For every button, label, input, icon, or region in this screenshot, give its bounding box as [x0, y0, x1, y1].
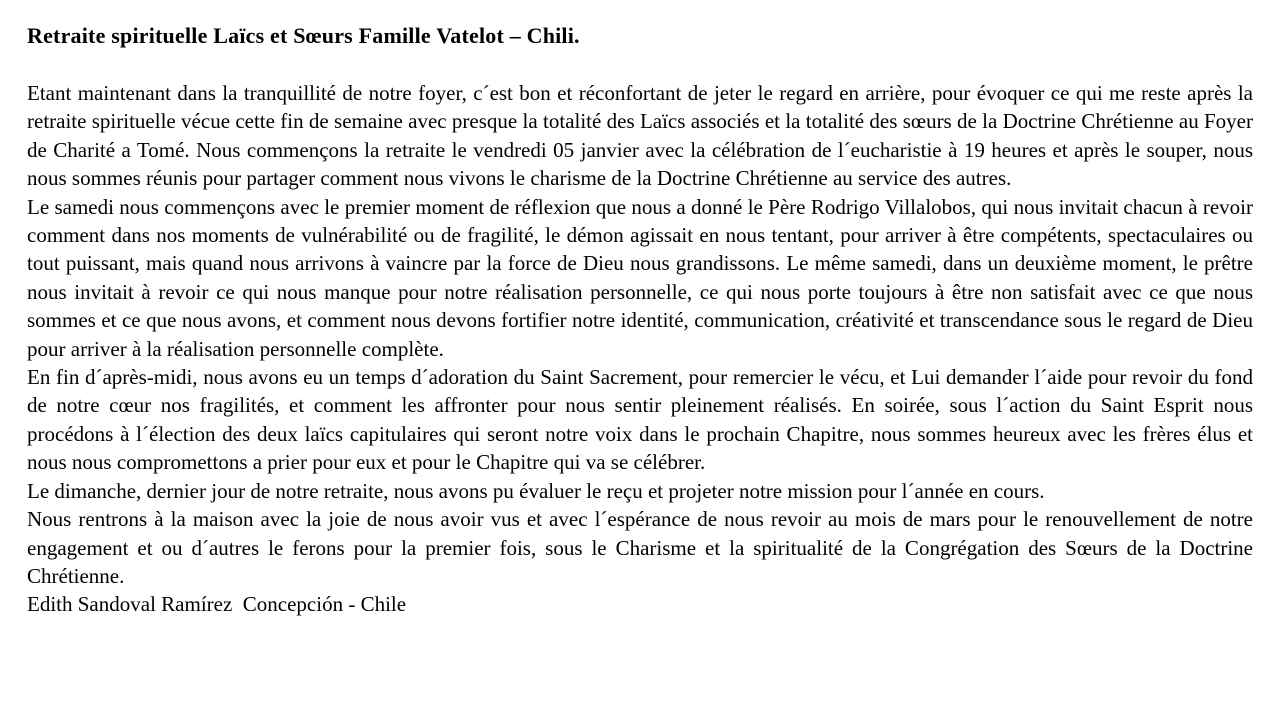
signature-line: Edith Sandoval Ramírez Concepción - Chile — [27, 592, 407, 617]
paragraph-return-home: Nous rentrons à la maison avec la joie de nous avoir vus et avec l´espérance de nous revoir au mois de mars pour le renouvellement de notre engagement et ou d´autres le ferons pour la premier fois, sous le Charisme et la spiritualité de la Congrégation des Sœurs de la Doctrine Chrétienne. — [27, 507, 1253, 588]
paragraph-saturday-reflection: Le samedi nous commençons avec le premier moment de réflexion que nous a donné le Père Rodrigo Villalobos, qui nous invitait chacun à revoir comment dans nos moments de vulnérabilité ou de fragilité, le démon agissait en nous tentant, pour arriver à être compétents, spectaculaires ou tout puissant, mais quand nous arrivons à vaincre par la force de Dieu nous grandissons. Le même samedi, dans un deuxième moment, le prêtre nous invitait à revoir ce qui nous manque pour notre réalisation personnelle, ce qui nous porte toujours à être non satisfait avec ce que nous sommes et ce que nous avons, et comment nous devons fortifier notre identité, communication, créativité et transcendance sous le regard de Dieu pour arriver à la réalisation personnelle complète. — [27, 194, 1253, 361]
paragraph-retreat-intro: Etant maintenant dans la tranquillité de notre foyer, c´est bon et réconfortant de jeter le regard en arrière, pour évoquer ce qui me reste après la retraite spirituelle vécue cette fin de semaine avec presque la totalité des Laïcs associés et la totalité des sœurs de la Doctrine Chrétienne au Foyer de Charité a Tomé. Nous commençons la retraite le vendredi 05 janvier avec la célébration de l´eucharistie à 19 heures et après le souper, nous nous sommes réunis pour partager comment nous vivons le charisme de la Doctrine Chrétienne au service des autres. — [27, 81, 1253, 191]
paragraph-adoration-election: En fin d´après-midi, nous avons eu un temps d´adoration du Saint Sacrement, pour remercier le vécu, et Lui demander l´aide pour revoir du fond de notre cœur nos fragilités, et comment les affronter pour nous sentir pleinement réalisés. En soirée, sous l´action du Saint Esprit nous procédons à l´élection des deux laïcs capitulaires qui seront notre voix dans le prochain Chapitre, nous sommes heureux avec les frères élus et nous nous compromettons a prier pour eux et pour le Chapitre qui va se célébrer. — [27, 365, 1253, 475]
document-body — [27, 79, 1253, 619]
paragraph-sunday-evaluation: Le dimanche, dernier jour de notre retraite, nous avons pu évaluer le reçu et projeter notre mission pour l´année en cours. — [27, 478, 1045, 503]
document-title: Retraite spirituelle Laïcs et Sœurs Famille Vatelot – Chili. — [27, 23, 580, 48]
